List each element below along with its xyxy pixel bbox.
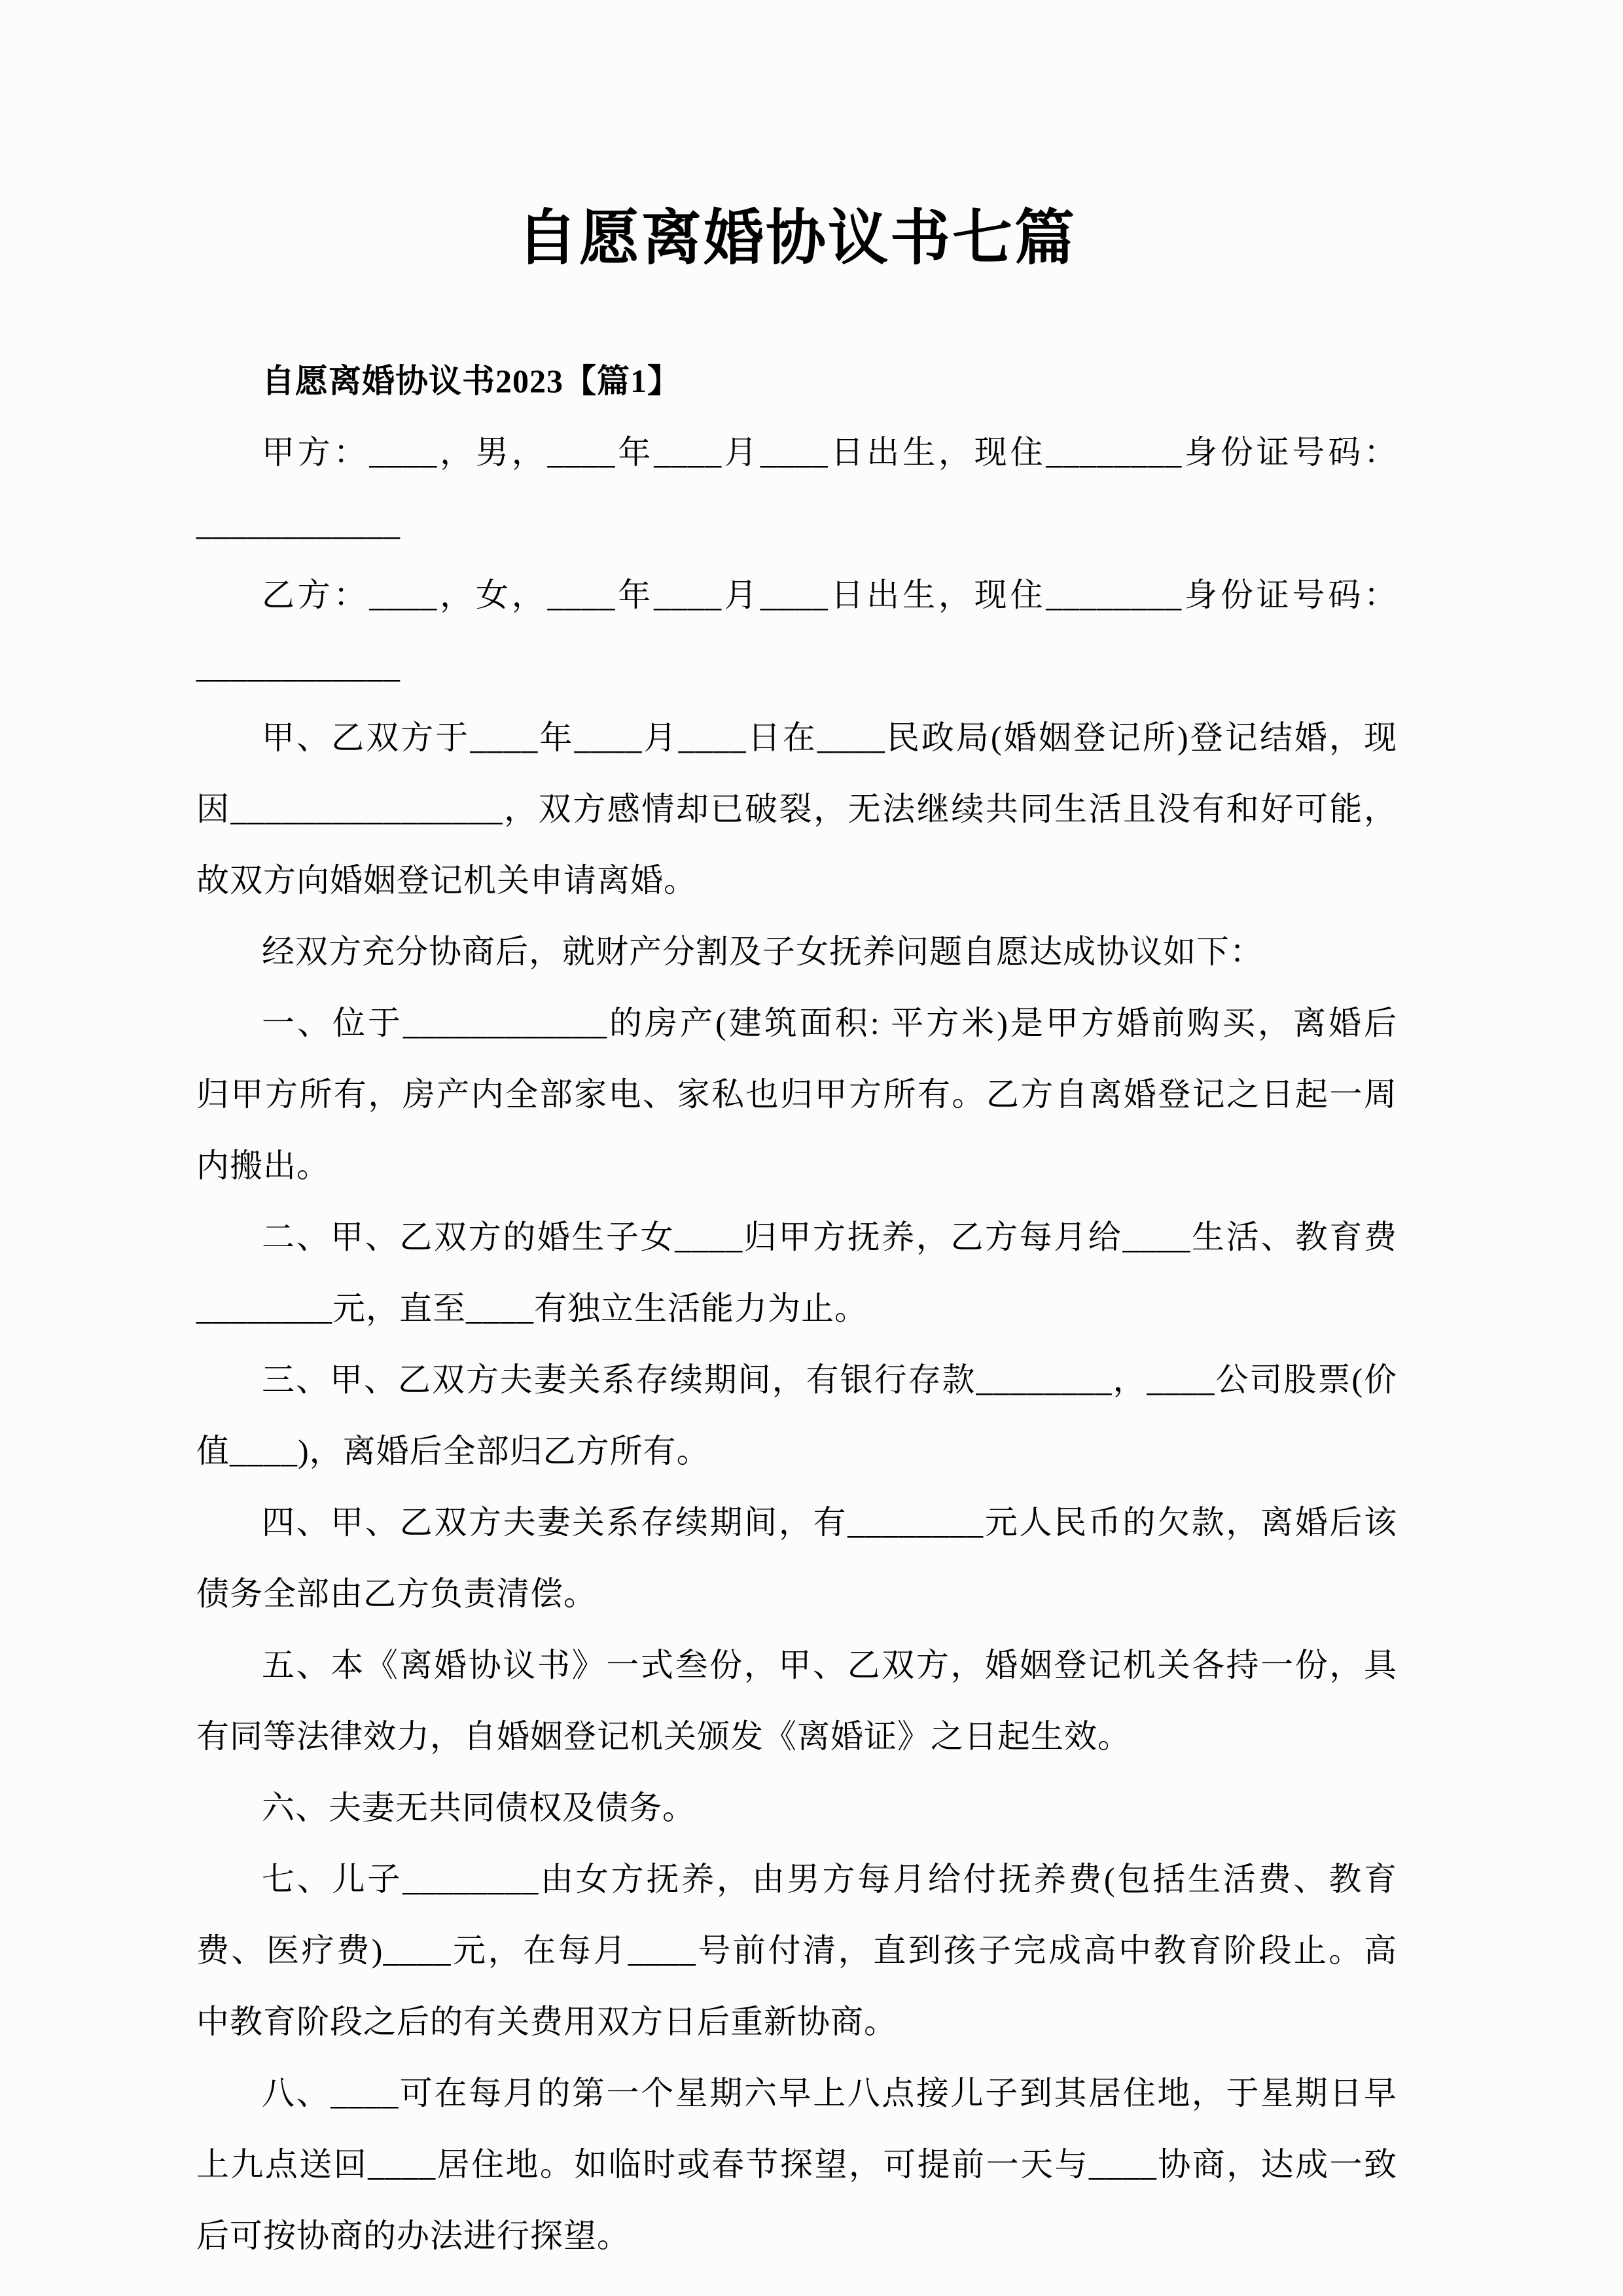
text-line: 故双方向婚姻登记机关申请离婚。 xyxy=(196,861,697,899)
text-line: 一、位于____________的房产(建筑面积: 平方米)是甲方婚前购买，离婚后 xyxy=(262,1004,1397,1041)
text-line: 因________________，双方感情却已破裂，无法继续共同生活且没有和好可能， xyxy=(196,790,1397,827)
text-line: 五、本《离婚协议书》一式叁份，甲、乙双方，婚姻登记机关各持一份，具 xyxy=(262,1646,1397,1683)
text-line: 二、甲、乙双方的婚生子女____归甲方抚养，乙方每月给____生活、教育费 xyxy=(262,1218,1397,1255)
text-line: 四、甲、乙双方夫妻关系存续期间，有________元人民币的欠款，离婚后该 xyxy=(262,1503,1397,1541)
text-line: 债务全部由乙方负责清偿。 xyxy=(196,1575,597,1612)
fill-blank-line: ____________ xyxy=(196,647,401,685)
document-body xyxy=(196,346,1397,2272)
text-line: 上九点送回____居住地。如临时或春节探望，可提前一天与____协商，达成一致 xyxy=(196,2145,1397,2183)
text-line: 乙方：____，女，____年____月____日出生，现住________身份证号码： xyxy=(262,576,1397,613)
text-line: 七、儿子________由女方抚养，由男方每月给付抚养费(包括生活费、教育 xyxy=(262,1860,1397,1897)
text-line: 值____)，离婚后全部归乙方所有。 xyxy=(196,1432,710,1469)
text-line: ________元，直至____有独立生活能力为止。 xyxy=(196,1289,868,1327)
text-line: 内搬出。 xyxy=(196,1147,330,1184)
text-line: 甲方：____，男，____年____月____日出生，现住________身份证号码： xyxy=(262,433,1397,471)
text-line: 甲、乙双方于____年____月____日在____民政局(婚姻登记所)登记结婚，现 xyxy=(262,719,1397,756)
text-line: 费、医疗费)____元，在每月____号前付清，直到孩子完成高中教育阶段止。高 xyxy=(196,1931,1397,1969)
text-line: 后可按协商的办法进行探望。 xyxy=(196,2217,630,2254)
text-line: 有同等法律效力，自婚姻登记机关颁发《离婚证》之日起生效。 xyxy=(196,1717,1131,1755)
fill-blank-line: ____________ xyxy=(196,505,401,542)
text-line: 中教育阶段之后的有关费用双方日后重新协商。 xyxy=(196,2003,897,2040)
text-line: 六、夫妻无共同债权及债务。 xyxy=(262,1789,696,1826)
document-title: 自愿离婚协议书七篇 xyxy=(516,205,1077,272)
text-line: 八、____可在每月的第一个星期六早上八点接儿子到其居住地，于星期日早 xyxy=(262,2074,1397,2111)
text-line: 经双方充分协商后，就财产分割及子女抚养问题自愿达成协议如下： xyxy=(262,933,1263,970)
text-line: 归甲方所有，房产内全部家电、家私也归甲方所有。乙方自离婚登记之日起一周 xyxy=(196,1075,1397,1113)
text-line: 三、甲、乙双方夫妻关系存续期间，有银行存款________，____公司股票(价 xyxy=(262,1361,1397,1398)
section-heading: 自愿离婚协议书2023【篇1】 xyxy=(262,362,681,399)
